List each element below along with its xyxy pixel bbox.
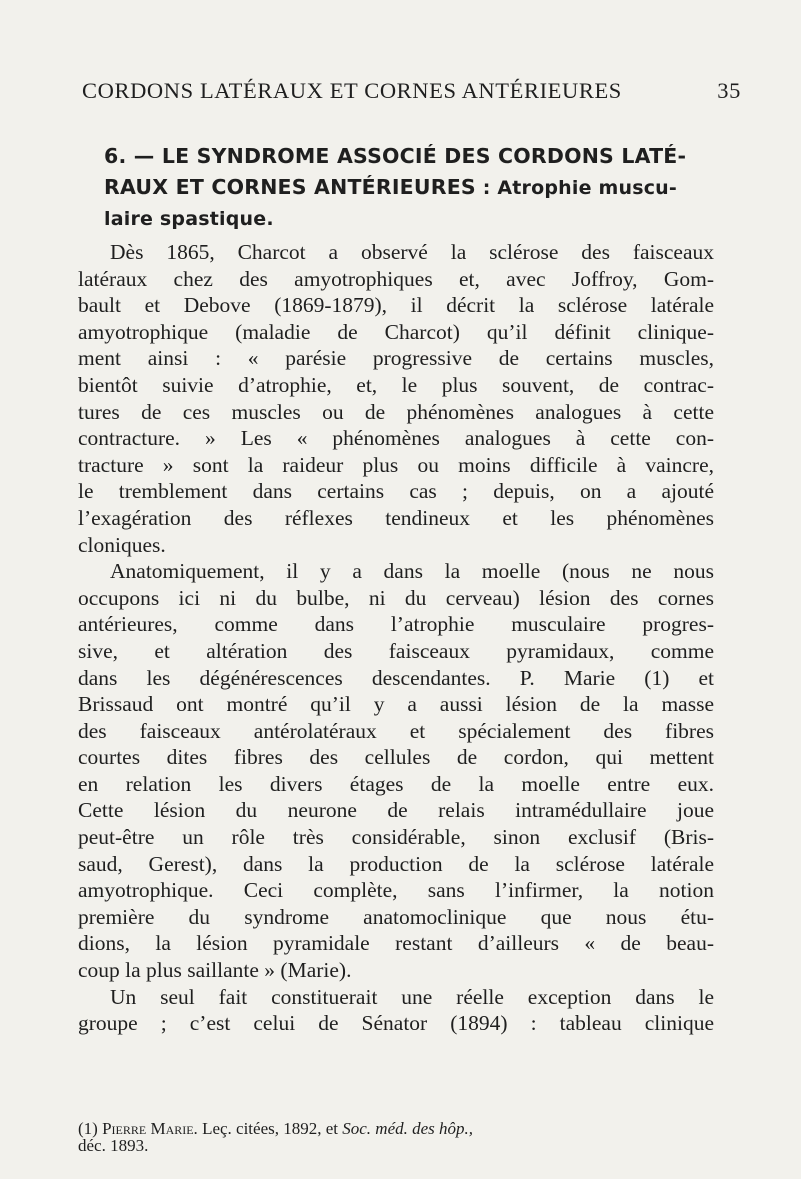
text-line: tracture » sont la raideur plus ou moins difficile à vaincre,	[78, 452, 714, 477]
text-line: le tremblement dans certains cas ; depuis, on a ajouté	[78, 479, 714, 504]
running-title: CORDONS LATÉRAUX ET CORNES ANTÉRIEURES	[82, 78, 622, 103]
running-header	[82, 78, 741, 108]
footnote-line: déc. 1893.	[78, 1136, 149, 1155]
text-line: amyotrophique. Ceci complète, sans l’infirmer, la notion	[78, 878, 714, 903]
text-line: latéraux chez des amyotrophiques et, avec Joffroy, Gom-	[78, 266, 714, 291]
text-line: amyotrophique (maladie de Charcot) qu’il définit clinique-	[78, 319, 714, 344]
text-line: dans les dégénérescences descendantes. P. Marie (1) et	[78, 665, 714, 690]
text-line: sive, et altération des faisceaux pyramidaux, comme	[78, 638, 714, 663]
text-line: saud, Gerest), dans la production de la sclérose latérale	[78, 851, 714, 876]
text-line: ment ainsi : « parésie progressive de certains muscles,	[78, 346, 714, 371]
text-line: en relation les divers étages de la moelle entre eux.	[78, 771, 714, 796]
heading-subtitle-part: : Atrophie muscu-	[475, 177, 677, 199]
heading-line	[80, 172, 716, 204]
heading-line: laire spastique.	[104, 208, 274, 230]
heading-line: 6. — LE SYNDROME ASSOCIÉ DES CORDONS LATÉ-	[104, 144, 687, 168]
footnote-line	[78, 1120, 718, 1137]
text-line: antérieures, comme dans l’atrophie musculaire progres-	[78, 612, 714, 637]
text-line: dions, la lésion pyramidale restant d’ailleurs « de beau-	[78, 931, 714, 956]
text-line: Cette lésion du neurone de relais intramédullaire joue	[78, 798, 714, 823]
heading-bold-part: RAUX ET CORNES ANTÉRIEURES	[104, 175, 476, 199]
text-line: Brissaud ont montré qu’il y a aussi lésion de la masse	[78, 692, 714, 717]
text-line: bientôt suivie d’atrophie, et, le plus souvent, de contrac-	[78, 372, 714, 397]
footnote-journal: Soc. méd. des hôp.,	[342, 1119, 474, 1138]
text-line: Anatomiquement, il y a dans la moelle (nous ne nous	[110, 559, 714, 584]
body-text	[78, 239, 714, 1037]
text-line: tures de ces muscles ou de phénomènes analogues à cette	[78, 399, 714, 424]
footnote-marker: (1)	[78, 1119, 98, 1138]
text-line: première du syndrome anatomoclinique que nous étu-	[78, 904, 714, 929]
text-line: contracture. » Les « phénomènes analogues à cette con-	[78, 426, 714, 451]
text-line: bault et Debove (1869-1879), il décrit la sclérose latérale	[78, 293, 714, 318]
text-line: occupons ici ni du bulbe, ni du cerveau) lésion des cornes	[78, 585, 714, 610]
footnote-text: Leç. citées, 1892, et	[197, 1119, 343, 1138]
text-line: courtes dites fibres des cellules de cordon, qui mettent	[78, 745, 714, 770]
text-line: groupe ; c’est celui de Sénator (1894) : tableau clinique	[78, 1011, 714, 1036]
section-heading	[80, 141, 716, 235]
page-number: 35	[717, 78, 741, 103]
footnote	[78, 1120, 718, 1154]
text-line: des faisceaux antérolatéraux et spécialement des fibres	[78, 718, 714, 743]
text-line: cloniques.	[78, 532, 166, 557]
text-line: peut-être un rôle très considérable, sinon exclusif (Bris-	[78, 825, 714, 850]
text-line: Dès 1865, Charcot a observé la sclérose des faisceaux	[110, 240, 714, 264]
text-line: coup la plus saillante » (Marie).	[78, 958, 352, 983]
footnote-author: Pierre Marie.	[102, 1119, 198, 1138]
text-line: l’exagération des réflexes tendineux et les phénomènes	[78, 505, 714, 530]
text-line: Un seul fait constituerait une réelle exception dans le	[110, 984, 714, 1009]
